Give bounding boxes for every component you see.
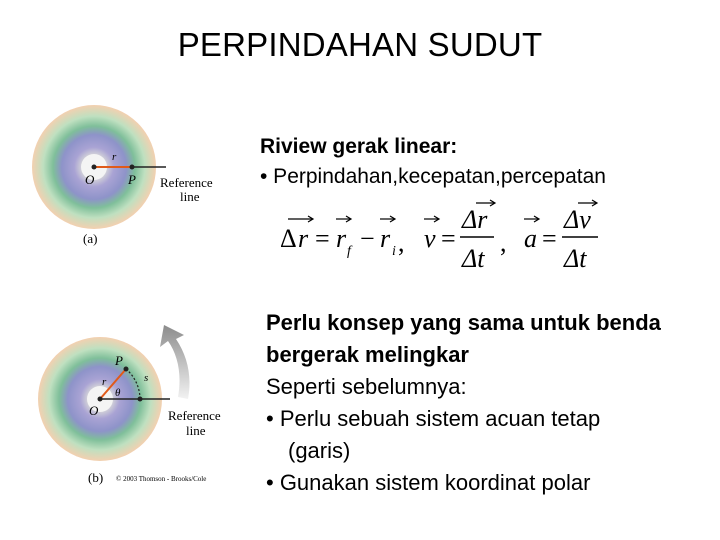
eq-equals-3: = — [542, 224, 557, 253]
eq-a: a — [524, 224, 537, 253]
eq-delta-v: Δv — [564, 205, 591, 234]
eq-delta-1: Δ — [280, 224, 297, 253]
concept-bullet-1: • Perlu sebuah sistem acuan tetap — [266, 406, 601, 431]
label-r: r — [112, 151, 117, 163]
figure-a — [28, 100, 248, 250]
eq-v: v — [424, 224, 436, 253]
eq-sub-i: i — [392, 244, 396, 259]
concept-bullet-1-cont: (garis) — [288, 438, 351, 463]
eq-comma-2: , — [500, 228, 507, 257]
figure-b-label: (b) — [88, 470, 104, 485]
linear-review-block — [260, 132, 606, 192]
reference-label-1: Reference — [160, 175, 213, 190]
eq-delta-t-1: Δt — [462, 244, 485, 273]
reference-label-b-2: line — [186, 423, 206, 438]
linear-equations — [278, 197, 608, 280]
eq-delta-t-2: Δt — [564, 244, 587, 273]
reference-label-b-1: Reference — [168, 408, 221, 423]
review-heading: Riview gerak linear: — [260, 135, 458, 158]
label-r-b: r — [102, 376, 107, 388]
label-o: O — [85, 172, 95, 187]
concept-bullet-2: • Gunakan sistem koordinat polar — [266, 470, 591, 495]
label-p-b: P — [115, 353, 123, 368]
copyright-credit: © 2003 Thomson - Brooks/Cole — [116, 475, 207, 483]
rotation-arrow-icon — [160, 325, 190, 399]
eq-equals-1: = — [315, 224, 330, 253]
review-bullet: • Perpindahan,kecepatan,percepatan — [260, 165, 606, 188]
label-p: P — [128, 172, 136, 187]
figure-a-label: (a) — [83, 231, 98, 246]
concept-line-3: Seperti sebelumnya: — [266, 374, 467, 399]
label-o-b: O — [89, 403, 99, 418]
reference-label-2: line — [180, 189, 200, 204]
label-s: s — [144, 372, 149, 384]
slide-title: PERPINDAHAN SUDUT — [177, 26, 543, 63]
eq-equals-2: = — [441, 224, 456, 253]
label-theta: θ — [115, 387, 121, 399]
concept-line-1: Perlu konsep yang sama untuk benda — [266, 310, 661, 335]
eq-r-1: r — [298, 224, 309, 253]
eq-comma-1: , — [398, 228, 405, 257]
concept-line-2: bergerak melingkar — [266, 342, 469, 367]
figure-b — [28, 325, 258, 490]
eq-r-2: r — [336, 224, 347, 253]
eq-minus: − — [360, 224, 375, 253]
circular-motion-block — [266, 307, 661, 499]
eq-r-3: r — [380, 224, 391, 253]
eq-sub-f: f — [347, 244, 351, 259]
eq-delta-r: Δr — [462, 205, 488, 234]
